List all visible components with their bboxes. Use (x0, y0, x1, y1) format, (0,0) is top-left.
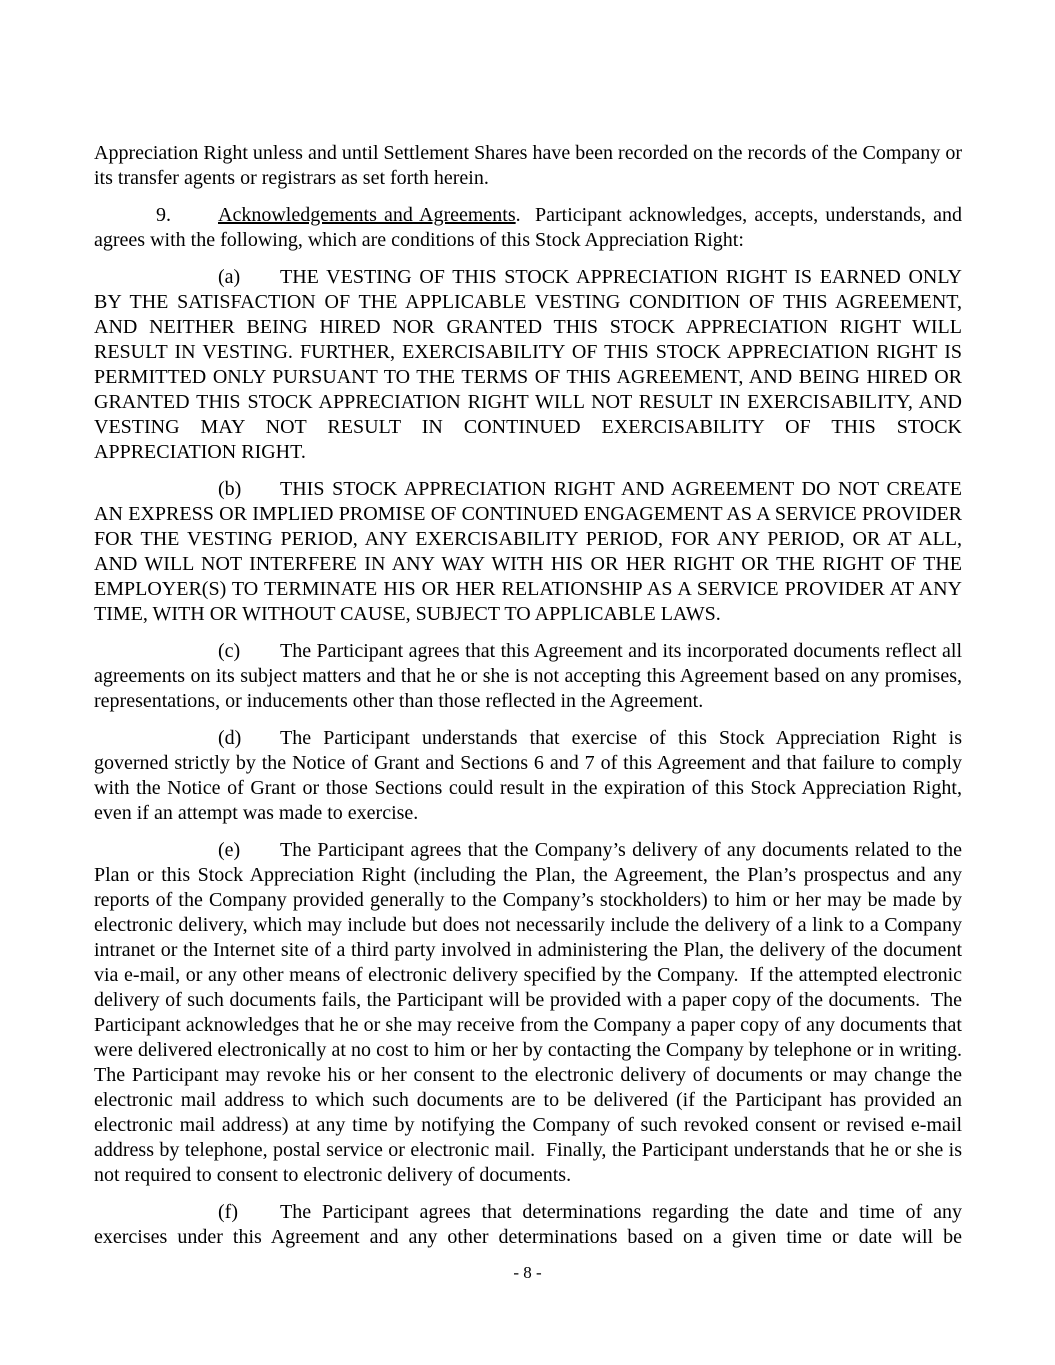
subsection-a-label: (a) (218, 266, 241, 288)
intro-paragraph-text: Appreciation Right unless and until Settlement Shares have been recorded on the records of the Company or its transfer agents or registrars as set forth herein. (94, 142, 967, 189)
subsection-d (94, 726, 967, 826)
subsection-f (94, 1200, 967, 1250)
subsection-f-label: (f) (218, 1201, 238, 1223)
subsection-f-text: The Participant agrees that determinations regarding the date and time of any exercises under this Agreement and any other determinations based on a given time or date will be (94, 1201, 967, 1248)
subsection-e-text: The Participant agrees that the Company’s delivery of any documents related to the Plan or this Stock Appreciation Right (including the Plan, the Agreement, the Plan’s prospectus and any reports of the Company provided generally to the Company’s stockholders) to him or her may be made by electronic delivery, which may include but does not necessarily include the delivery of a link to a Company intranet or the Internet site of a third party involved in administering the Plan, the delivery of the document via e-mail, or any other means of electronic delivery specified by the Company. If the attempted electronic delivery of such documents fails, the Participant will be provided with a paper copy of the documents. The Participant acknowledges that he or she may receive from the Company a paper copy of any documents that were delivered electronically at no cost to him or her by contacting the Company by telephone or in writing. The Participant may revoke his or her consent to the electronic delivery of documents or may change the electronic mail address to which such documents are to be delivered (if the Participant has provided an electronic mail address) at any time by notifying the Company of such revoked consent or revised e-mail address by telephone, postal service or electronic mail. Finally, the Participant understands that he or she is not required to consent to electronic delivery of documents. (94, 839, 972, 1186)
subsection-d-text: The Participant understands that exercise of this Stock Appreciation Right is governed strictly by the Notice of Grant and Sections 6 and 7 of this Agreement and that failure to comply with the Notice of Grant or those Sections could result in the expiration of this Stock Appreciation Right, even if an attempt was made to exercise. (94, 727, 967, 824)
section-heading: Acknowledgements and Agreements (218, 204, 516, 226)
subsection-b (94, 477, 967, 627)
subsection-c (94, 639, 967, 714)
subsection-c-label: (c) (218, 640, 241, 662)
section-lead-text: . Participant acknowledges, accepts, understands, and agrees with the following, which are conditions of this Stock Appreciation Right: (94, 204, 967, 251)
page-number: - 8 - (513, 1263, 542, 1282)
subsection-a-text: THE VESTING OF THIS STOCK APPRECIATION RIGHT IS EARNED ONLY BY THE SATISFACTION OF THE APPLICABLE VESTING CONDITION OF THIS AGREEMENT, AND NEITHER BEING HIRED NOR GRANTED THIS STOCK APPRECIATION RIGHT WILL RESULT IN VESTING. FURTHER, EXERCISABILITY OF THIS STOCK APPRECIATION RIGHT IS PERMITTED ONLY PURSUANT TO THE TERMS OF THIS AGREEMENT, AND BEING HIRED OR GRANTED THIS STOCK APPRECIATION RIGHT WILL NOT RESULT IN EXERCISABILITY, AND VESTING MAY NOT RESULT IN CONTINUED EXERCISABILITY OF THIS STOCK APPRECIATION RIGHT. (94, 266, 967, 463)
subsection-e-label: (e) (218, 839, 241, 861)
section-9-paragraph (94, 203, 967, 253)
subsection-a (94, 265, 967, 465)
section-number: 9. (156, 204, 171, 226)
subsection-e (94, 838, 972, 1188)
subsection-b-label: (b) (218, 478, 242, 500)
intro-paragraph (94, 141, 967, 191)
subsection-c-text: The Participant agrees that this Agreement and its incorporated documents reflect all agreements on its subject matters and that he or she is not accepting this Agreement based on any promises, representations, or inducements other than those reflected in the Agreement. (94, 640, 967, 712)
subsection-d-label: (d) (218, 727, 242, 749)
subsection-b-text: THIS STOCK APPRECIATION RIGHT AND AGREEMENT DO NOT CREATE AN EXPRESS OR IMPLIED PROMISE OF CONTINUED ENGAGEMENT AS A SERVICE PROVIDER FOR THE VESTING PERIOD, ANY EXERCISABILITY PERIOD, FOR ANY PERIOD, OR AT ALL, AND WILL NOT INTERFERE IN ANY WAY WITH HIS OR HER RIGHT OR THE RIGHT OF THE EMPLOYER(S) TO TERMINATE HIS OR HER RELATIONSHIP AS A SERVICE PROVIDER AT ANY TIME, WITH OR WITHOUT CAUSE, SUBJECT TO APPLICABLE LAWS. (94, 478, 967, 625)
